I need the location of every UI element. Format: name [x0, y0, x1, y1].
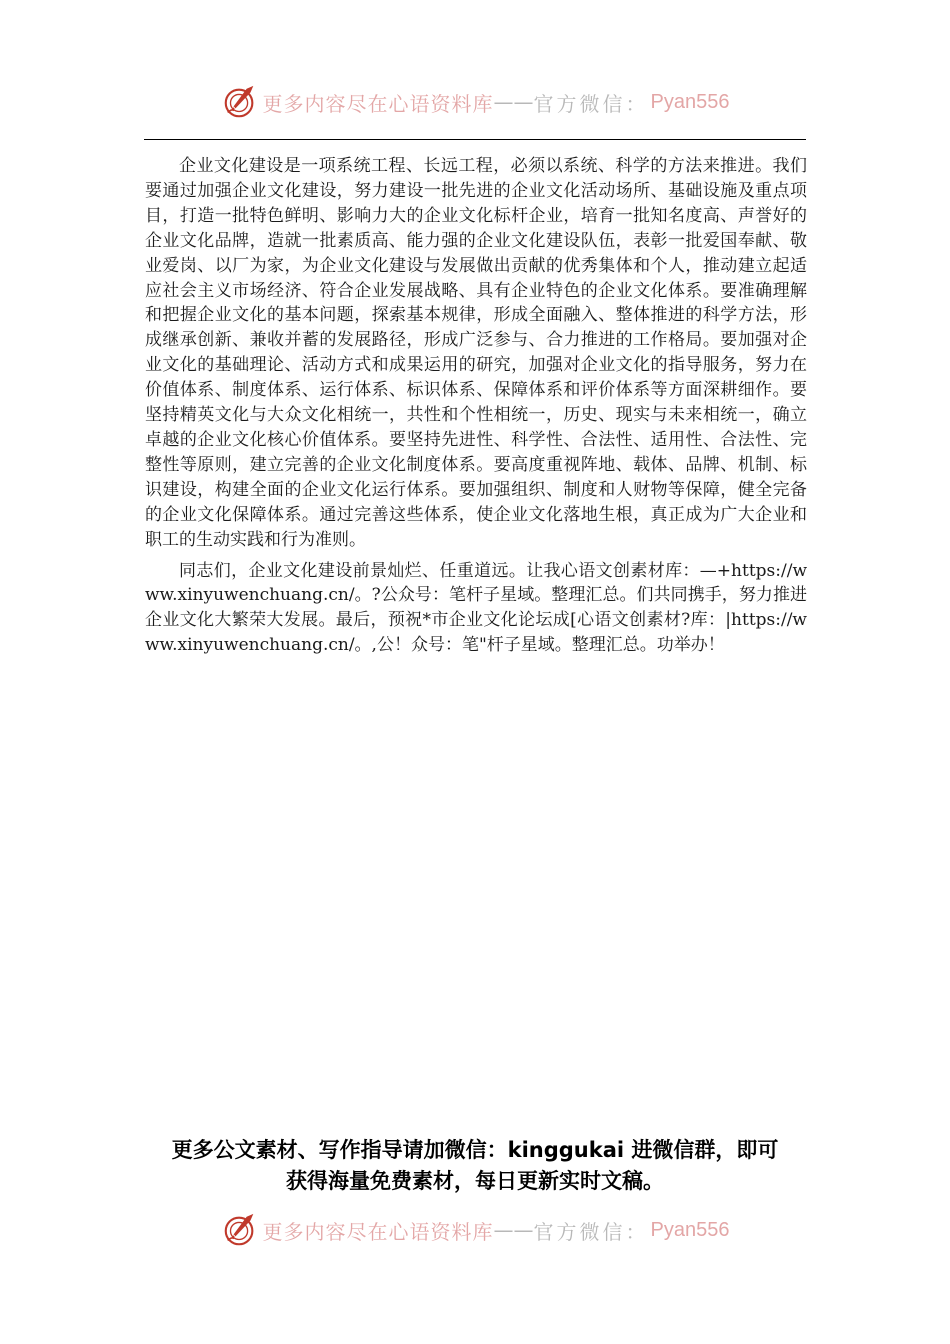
promo-notice — [0, 1135, 950, 1197]
footer-official-label: 官方微信： — [533, 1219, 649, 1244]
header-banner — [0, 80, 950, 124]
footer-wechat-id: Pyan556 — [650, 1218, 730, 1241]
footer-banner-text: 更多内容尽在心语资料库 — [262, 1219, 494, 1244]
pen-logo-icon — [221, 83, 259, 121]
footer-banner-dash: —— — [493, 1218, 534, 1242]
footer-banner — [0, 1208, 950, 1252]
header-banner-dash: —— — [493, 90, 534, 114]
promo-line-1: 更多公文素材、写作指导请加微信：kinggukai 进微信群，即可 — [171, 1138, 779, 1162]
document-body — [145, 154, 807, 658]
header-banner-text: 更多内容尽在心语资料库 — [262, 91, 494, 116]
header-official-label: 官方微信： — [533, 91, 649, 116]
promo-line-2: 获得海量免费素材，每日更新实时文稿。 — [286, 1169, 664, 1193]
pen-logo-icon — [221, 1211, 259, 1249]
header-wechat-id: Pyan556 — [650, 90, 730, 113]
header-divider — [144, 139, 806, 140]
body-paragraph-1: 企业文化建设是一项系统工程、长远工程，必须以系统、科学的方法来推进。我们要通过加强企业文化建设，努力建设一批先进的企业文化活动场所、基础设施及重点项目，打造一批特色鲜明、影响力大的企业文化标杆企业，培育一批知名度高、声誉好的企业文化品牌，造就一批素质高、能力强的企业文化建设队伍，表彰一批爱国奉献、敬业爱岗、以厂为家，为企业文化建设与发展做出贡献的优秀集体和个人，推动建立起适应社会主义市场经济、符合企业发展战略、具有企业特色的企业文化体系。要准确理解和把握企业文化的基本问题，探索基本规律，形成全面融入、整体推进的科学方法，形成继承创新、兼收并蓄的发展路径，形成广泛参与、合力推进的工作格局。要加强对企业文化的基础理论、活动方式和成果运用的研究，加强对企业文化的指导服务，努力在价值体系、制度体系、运行体系、标识体系、保障体系和评价体系等方面深耕细作。要坚持精英文化与大众文化相统一，共性和个性相统一，历史、现实与未来相统一，确立卓越的企业文化核心价值体系。要坚持先进性、科学性、合法性、适用性、合法性、完整性等原则，建立完善的企业文化制度体系。要高度重视阵地、载体、品牌、机制、标识建设，构建全面的企业文化运行体系。要加强组织、制度和人财物等保障，健全完备的企业文化保障体系。通过完善这些体系，使企业文化落地生根，真正成为广大企业和职工的生动实践和行为准则。 — [145, 156, 807, 550]
body-paragraph-2: 同志们，企业文化建设前景灿烂、任重道远。让我心语文创素材库：—+https://www.xinyuwenchuang.cn/。?公众号：笔杆子星域。整理汇总。们共同携手，努力推进企业文化大繁荣大发展。最后，预祝*市企业文化论坛成[心语文创素材?库：|https://www.xinyuwenchuang.cn/。,公！众号：笔"杆子星域。整理汇总。功举办！ — [145, 560, 807, 656]
